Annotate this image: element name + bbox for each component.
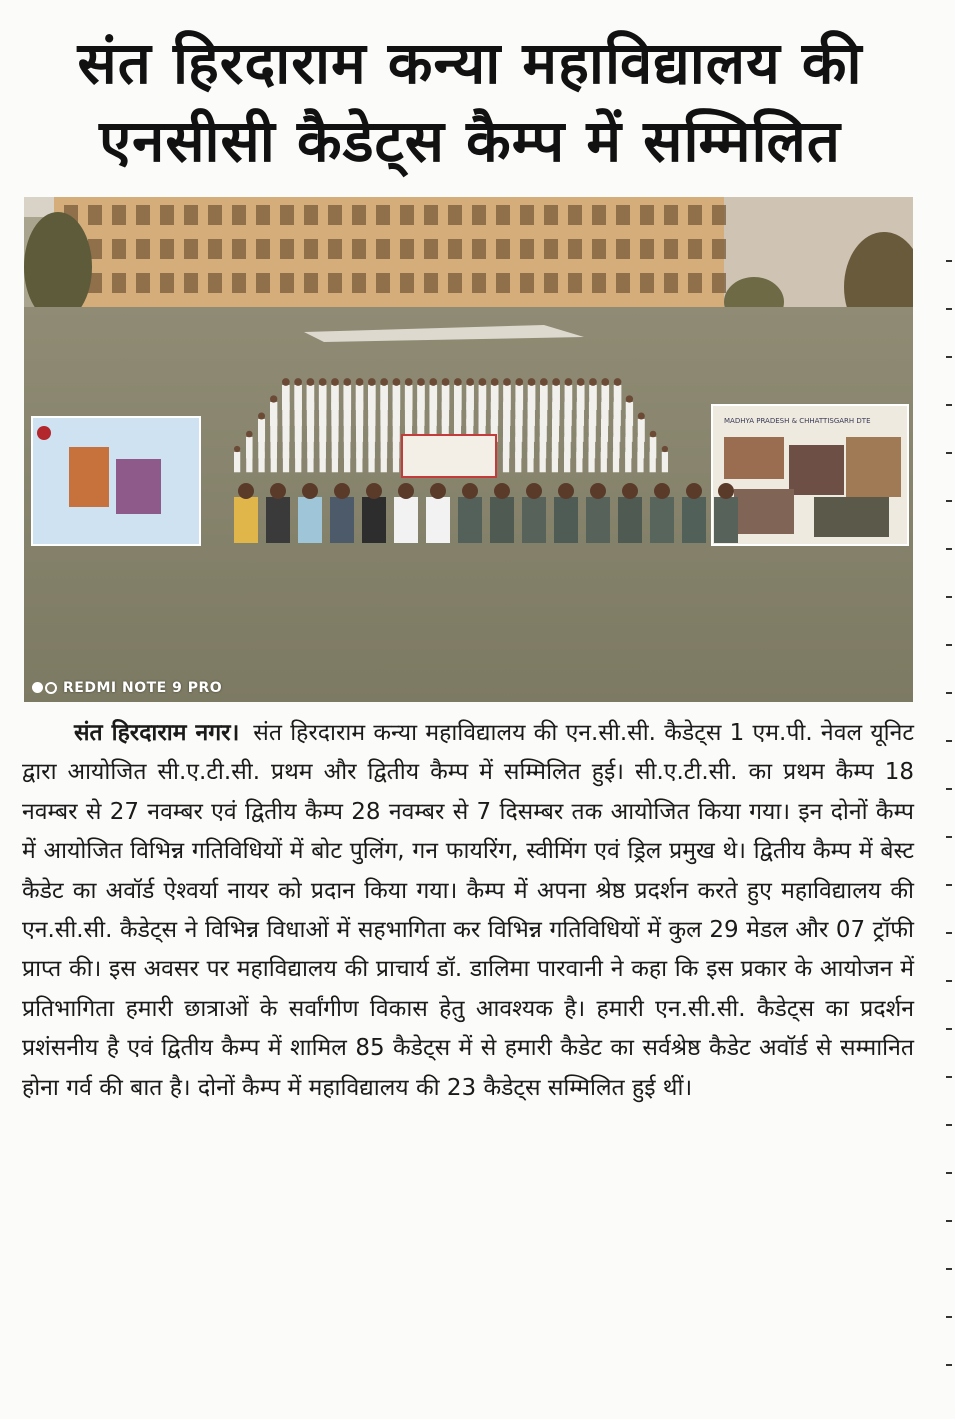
article-body: [22, 714, 914, 1108]
left-banner: [32, 417, 200, 545]
right-banner-text: MADHYA PRADESH & CHHATTISGARH DTE: [724, 417, 871, 425]
camera-watermark: [32, 680, 222, 696]
camera-dots-icon: [32, 682, 57, 694]
headline: [20, 24, 920, 180]
group-photo-illustration: [24, 197, 913, 702]
dateline: संत हिरदाराम नगर।: [74, 720, 240, 746]
tree: [24, 212, 92, 322]
headline-line-1: संत हिरदाराम कन्या महाविद्यालय की: [77, 29, 863, 97]
article-text: संत हिरदाराम कन्या महाविद्यालय की एन.सी.सी. कैडेट्स 1 एम.पी. नेवल यूनिट द्वारा आयोजित सी.ए.टी.सी. प्रथम और द्वितीय कैम्प में सम्मिलित हुई। सी.ए.टी.सी. का प्रथम कैम्प 18 नवम्बर से 27 नवम्बर एवं द्वितीय कैम्प 28 नवम्बर से 7 दिसम्बर तक आयोजित किया गया। इन दोनों कैम्प में आयोजित विभिन्न गतिविधियों में बोट पुलिंग, गन फायरिंग, स्वीमिंग एवं ड्रिल प्रमुख थे। द्वितीय कैम्प में बेस्ट कैडेट का अवॉर्ड ऐश्वर्या नायर को प्रदान किया गया। कैम्प में अपना श्रेष्ठ प्रदर्शन करते हुए महाविद्यालय की एन.सी.सी. कैडेट्स ने विभिन्न विधाओं में सहभागिता कर विभिन्न गतिविधियों में कुल 29 मेडल और 07 ट्रॉफी प्राप्त की। इस अवसर पर महाविद्यालय की प्राचार्य डॉ. डालिमा पारवानी ने कहा कि इस प्रकार के आयोजन में प्रतिभागिता हमारी छात्राओं के सर्वांगीण विकास हेतु आवश्यक है। हमारी एन.सी.सी. कैडेट्स का प्रदर्शन प्रशंसनीय है एवं द्वितीय कैम्प में शामिल 85 कैडेट्स में से हमारी कैडेट का सर्वश्रेष्ठ कैडेट अवॉर्ड से सम्मानित होना गर्व की बात है। दोनों कैम्प में महाविद्यालय की 23 कैडेट्स सम्मिलित हुई थीं।: [22, 720, 914, 1101]
right-banner: [712, 405, 908, 545]
margin-ticks: [944, 260, 954, 1410]
news-photo: [24, 197, 913, 702]
headline-line-2: एनसीसी कैडेट्स कैम्प में सम्मिलित: [99, 107, 841, 175]
watermark-text: REDMI NOTE 9 PRO: [63, 680, 223, 696]
center-sign: [402, 435, 496, 477]
